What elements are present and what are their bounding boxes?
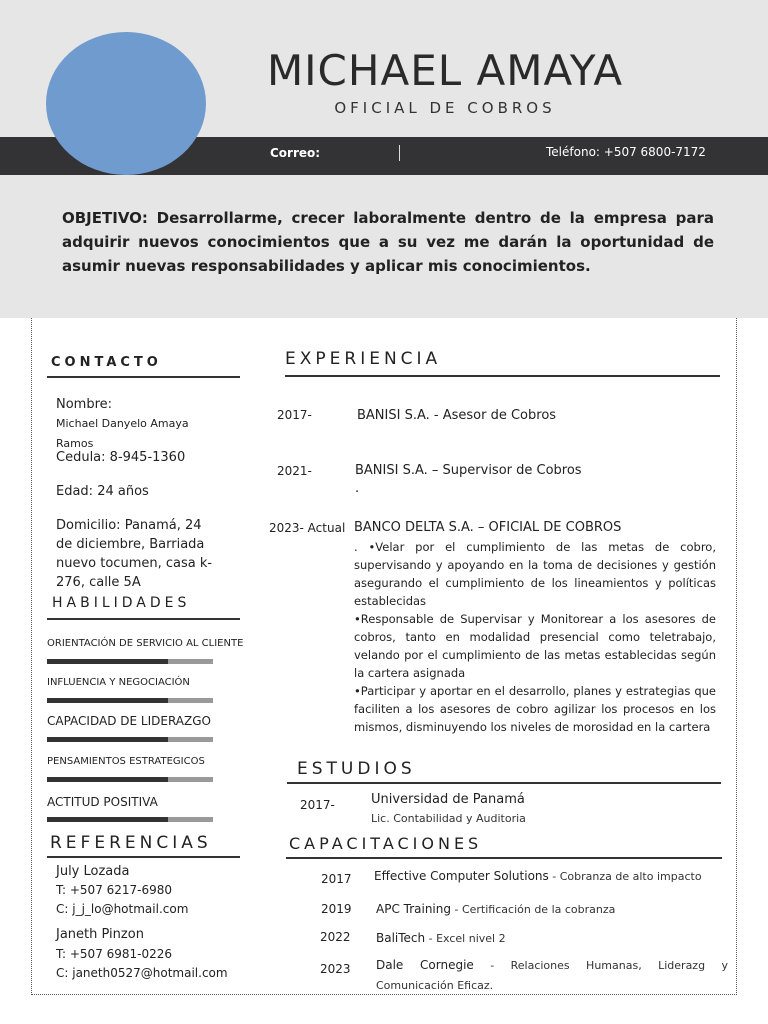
reference-email: C: j_j_lo@hotmail.com (56, 902, 189, 916)
skill-bar-fill (47, 659, 168, 664)
skill-bar-fill (47, 817, 168, 822)
skill-label: INFLUENCIA Y NEGOCIACIÓN (47, 677, 190, 688)
skill-bar (47, 777, 213, 782)
training-title: Dale Cornegie (376, 958, 474, 972)
experience-year: 2023- Actual (269, 521, 346, 535)
experience-role: BANISI S.A. - Asesor de Cobros (357, 408, 557, 423)
training-title: BaliTech (376, 931, 426, 945)
contact-name-value: Michael Danyelo Amaya Ramos (56, 417, 189, 450)
training-year: 2023 (320, 962, 351, 976)
references-rule (47, 856, 240, 858)
education-heading: ESTUDIOS (297, 759, 416, 779)
skill-bar-fill (47, 698, 168, 703)
skill-label: CAPACIDAD DE LIDERAZGO (47, 714, 211, 728)
contact-domicilio (56, 516, 216, 590)
experience-year: 2021- (277, 464, 312, 478)
experience-note: . (355, 481, 360, 496)
training-year: 2019 (321, 902, 352, 916)
experience-role: BANCO DELTA S.A. – OFICIAL DE COBROS (354, 520, 622, 535)
training-rule (286, 857, 722, 859)
training-title: Effective Computer Solutions (374, 869, 549, 883)
domicilio-value: Panamá, 24 de diciembre, Barriada nuevo tocumen, casa k-276, calle 5A (56, 518, 213, 590)
experience-role: BANISI S.A. – Supervisor de Cobros (355, 463, 582, 478)
skill-bar (47, 737, 213, 742)
cedula-label: Cedula: (56, 450, 106, 465)
objective-text: OBJETIVO: Desarrollarme, crecer laboralmente dentro de la empresa para adquirir nuevos conocimientos que a su vez me darán la oportunidad de asumir nuevas responsabilidades y aplicar mis conocimientos. (62, 209, 714, 275)
education-school: Universidad de Panamá (371, 792, 525, 807)
skill-bar (47, 817, 213, 822)
phone-info: Teléfono: +507 6800-7172 (546, 145, 706, 159)
education-year: 2017- (300, 798, 335, 812)
skill-label: ORIENTACIÓN DE SERVICIO AL CLIENTE (47, 638, 244, 649)
training-year: 2022 (320, 930, 351, 944)
contact-edad (56, 482, 149, 501)
training-detail: - Cobranza de alto impacto (548, 870, 702, 883)
training-heading: CAPACITACIONES (289, 834, 483, 853)
training-detail: - Excel nivel 2 (425, 932, 506, 945)
reference-phone: T: +507 6981-0226 (56, 947, 173, 961)
training-item (376, 927, 726, 946)
candidate-title: OFICIAL DE COBROS (334, 99, 556, 117)
skill-bar (47, 698, 213, 703)
references-heading: REFERENCIAS (50, 833, 212, 853)
experience-heading: EXPERIENCIA (285, 349, 442, 369)
email-label: Correo: (270, 146, 321, 160)
skill-label: PENSAMIENTOS ESTRATEGICOS (47, 756, 205, 767)
reference-email: C: janeth0527@hotmail.com (56, 966, 228, 980)
contact-heading: CONTACTO (51, 355, 162, 370)
skills-rule (47, 618, 240, 620)
reference-name: July Lozada (56, 864, 130, 879)
training-year: 2017 (321, 872, 352, 886)
skill-bar-fill (47, 737, 168, 742)
contact-separator (399, 145, 400, 161)
domicilio-label: Domicilio: (56, 518, 121, 533)
training-detail: - Relaciones Humanas, Liderazg y Comunicación Eficaz. (376, 959, 728, 992)
training-item (376, 898, 726, 917)
candidate-name: MICHAEL AMAYA (266, 46, 624, 95)
profile-photo-placeholder (46, 32, 206, 175)
reference-phone: T: +507 6217-6980 (56, 883, 173, 897)
cedula-value: 8-945-1360 (109, 450, 186, 465)
edad-label: Edad: (56, 484, 94, 499)
contact-rule (47, 376, 240, 378)
education-degree: Lic. Contabilidad y Auditoria (371, 812, 526, 825)
skill-bar-fill (47, 777, 168, 782)
training-item (374, 865, 726, 884)
training-title: APC Training (376, 902, 451, 916)
training-item (376, 955, 728, 995)
skill-bar (47, 659, 213, 664)
training-detail: - Certificación de la cobranza (451, 903, 616, 916)
contact-cedula (56, 448, 185, 467)
skill-label: ACTITUD POSITIVA (47, 795, 158, 809)
experience-duties: . •Velar por el cumplimiento de las metas de cobro, supervisando y apoyando en la toma de decisiones y gestión asegurando el cumplimiento de los lineamientos y políticas establecidas •Responsable de Supervisar y Monitorear a los asesores de cobros, tanto en modalidad presencial como teletrabajo, velando por el cumplimiento de las metas establecidas según la cartera asignada •Participar y aportar en el desarrollo, planes y estrategias que faciliten a los asesores de cobro agilizar los procesos en los mismos, disminuyendo los niveles de morosidad en la cartera (354, 540, 716, 734)
experience-rule (285, 375, 720, 377)
skills-heading: HABILIDADES (52, 595, 191, 611)
reference-name: Janeth Pinzon (56, 927, 144, 942)
edad-value: 24 años (97, 484, 149, 499)
experience-year: 2017- (277, 408, 312, 422)
contact-name-label: Nombre: (56, 397, 113, 412)
education-rule (287, 782, 721, 784)
